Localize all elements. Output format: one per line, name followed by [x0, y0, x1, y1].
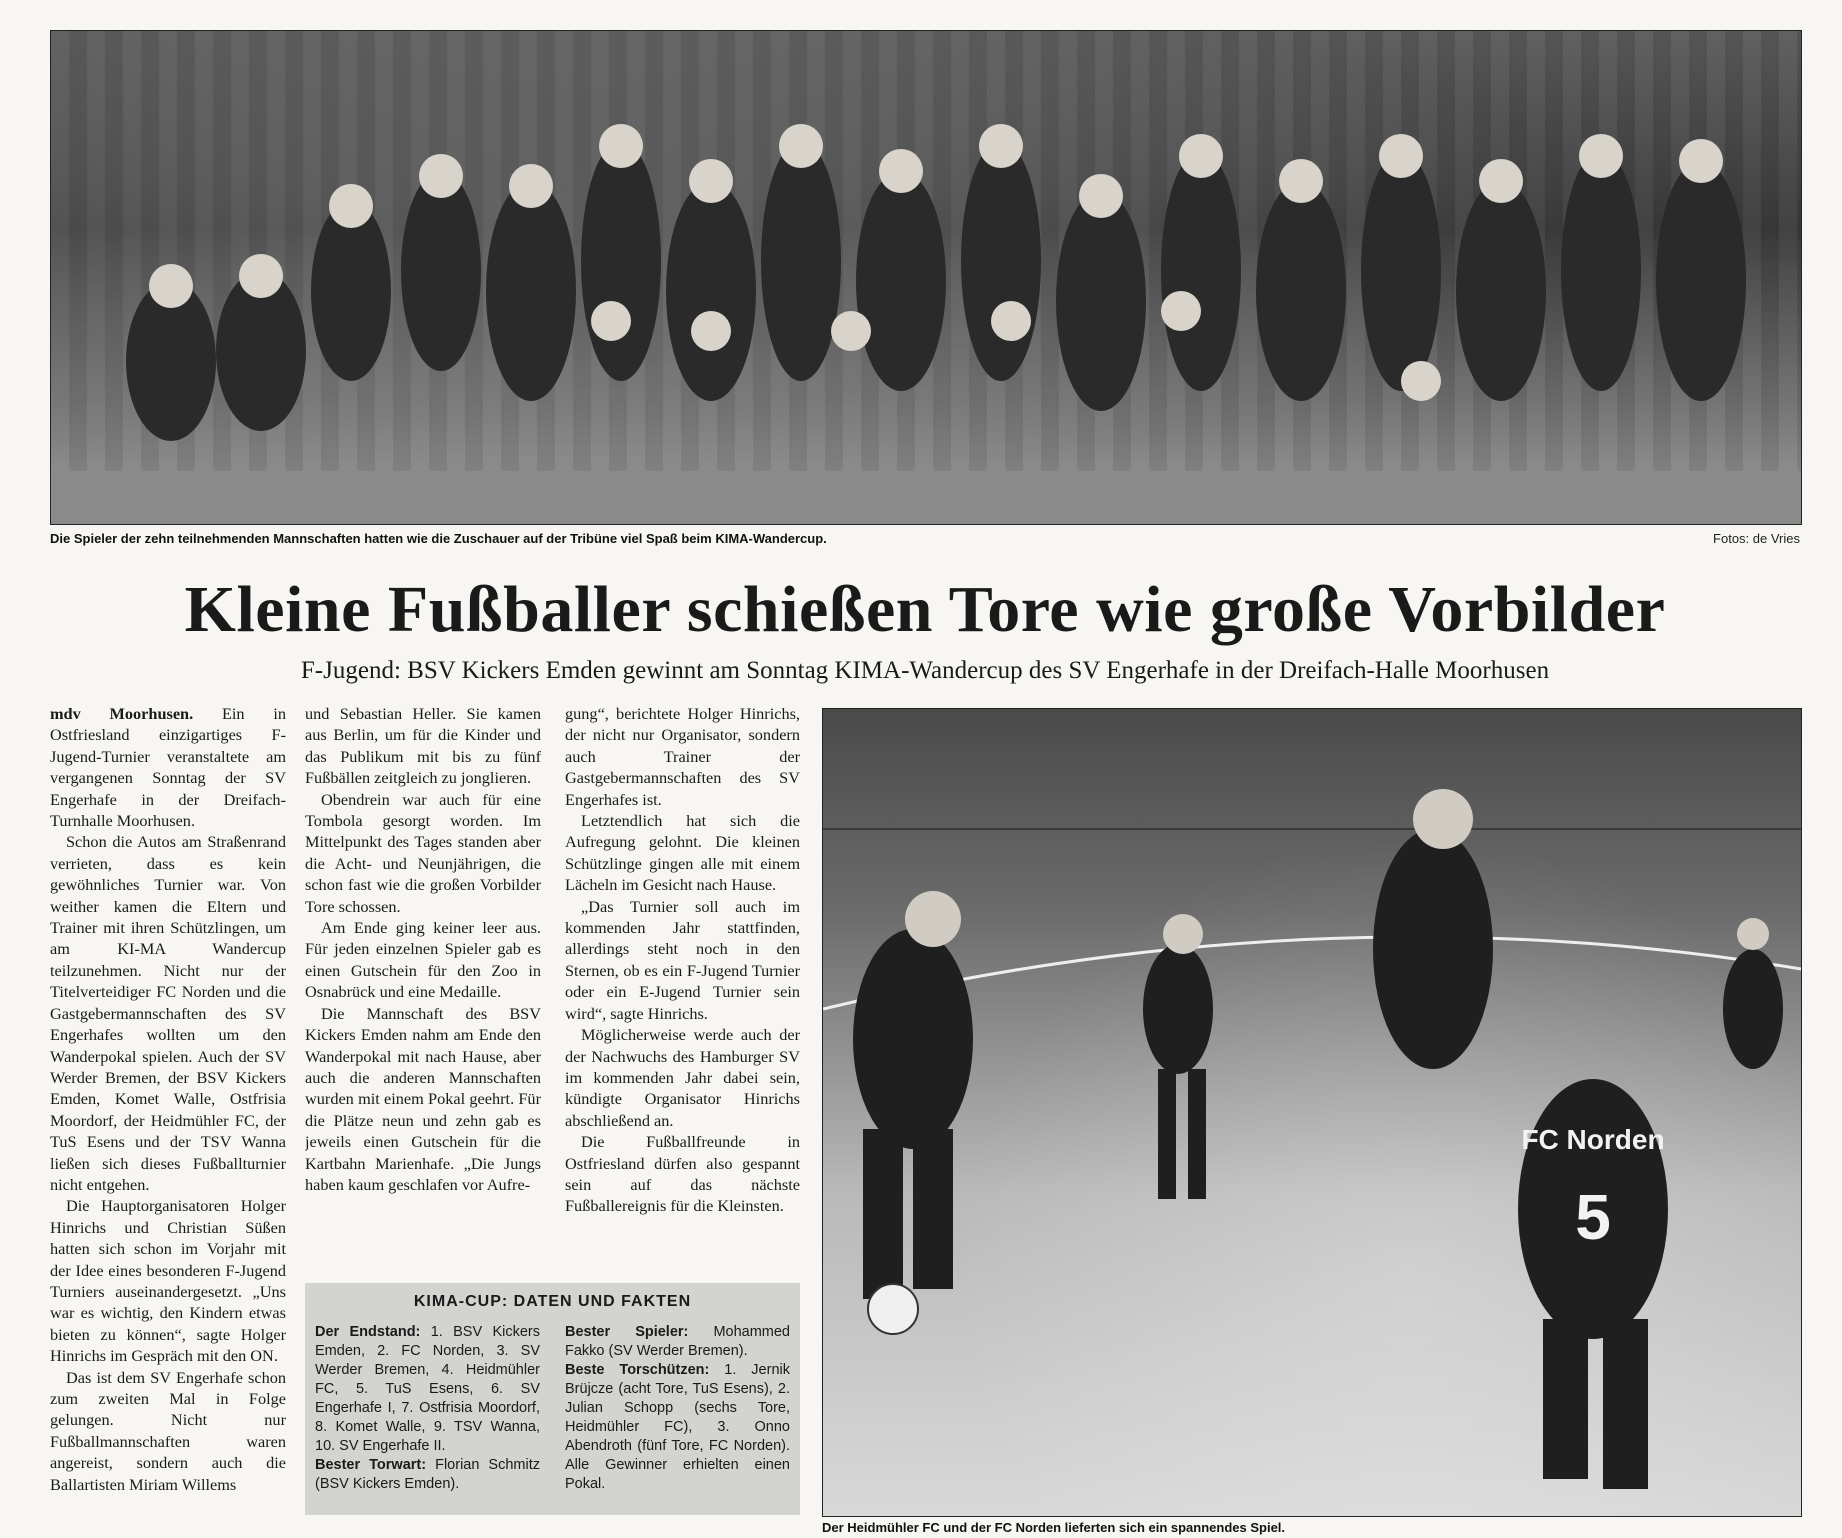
- fact-box: [305, 1283, 800, 1515]
- paragraph: mdv Moorhusen. Ein in Ostfriesland einzigartiges F-Jugend-Turnier veranstaltete am vergangenen Sonntag der SV Engerhafe in der Dreifach-Turnhalle Moorhusen.: [50, 704, 286, 831]
- subheadline: F-Jugend: BSV Kickers Emden gewinnt am Sonntag KIMA-Wandercup des SV Engerhafe in der Dreifach-Halle Moorhusen: [300, 657, 1550, 684]
- paragraph: Die Mannschaft des BSV Kickers Emden nahm am Ende den Wanderpokal mit nach Hause, aber auch die anderen Mannschaften wurden mit einem Pokal geehrt. Für die Plätze neun und zehn gab es jeweils einen Gutschein für die Kartbahn Marienhafe. „Die Jungs haben kaum geschlafen vor Aufre-: [305, 1003, 541, 1194]
- fact-box-title: KIMA-CUP: DATEN UND FAKTEN: [413, 1293, 692, 1310]
- match-photo-illustration: [823, 709, 1801, 1516]
- group-photo-caption: Die Spieler der zehn teilnehmenden Mannschaften hatten wie die Zuschauer auf der Tribüne viel Spaß beim KIMA-Wandercup.: [50, 531, 827, 546]
- best-player: Bester Spieler: Mohammed Fakko (SV Werder Bremen).: [565, 1324, 790, 1359]
- photo-credit: Fotos: de Vries: [1713, 531, 1800, 546]
- top-scorers: Beste Torschützen: 1. Jernik Brüjcze (acht Tore, TuS Esens), 2. Julian Schopp (sechs Tore, Heidmühler FC), 3. Onno Abendroth (fünf Tore, FC Norden). Alle Gewinner erhielten einen Pokal.: [565, 1362, 790, 1492]
- paragraph: Möglicherweise werde auch der der Nachwuchs des Hamburger SV im kommenden Jahr dabei sein, kündigte Organisator Hinrichs abschließend an.: [565, 1025, 800, 1130]
- dateline: mdv Moorhusen.: [50, 704, 194, 723]
- article-column-2: [305, 703, 541, 1258]
- paragraph: gung“, berichtete Holger Hinrichs, der nicht nur Organisator, sondern auch Trainer der Gastgebermannschaften des SV Engerhafes ist.: [565, 704, 800, 809]
- fact-box-column-1: [315, 1323, 540, 1494]
- match-photo-caption: Der Heidmühler FC und der FC Norden lieferten sich ein spannendes Spiel.: [822, 1520, 1286, 1535]
- article-column-3: [565, 703, 800, 1265]
- paragraph: Die Hauptorganisatoren Holger Hinrichs und Christian Süßen hatten sich schon im Vorjahr mit der Idee eines besonderen F-Jugend Turniers auseinandergesetzt. „Uns war es wichtig, den Kindern etwas bieten zu können“, sagte Holger Hinrichs im Gespräch mit den ON.: [50, 1196, 286, 1366]
- paragraph: Obendrein war auch für eine Tombola gesorgt worden. Im Mittelpunkt des Tages standen aber die Acht- und Neunjährigen, die schon fast wie die großen Vorbilder Tore schossen.: [305, 789, 541, 916]
- jersey-number: 5: [1575, 1181, 1611, 1253]
- paragraph: Am Ende ging keiner leer aus. Für jeden einzelnen Spieler gab es einen Gutschein für den Zoo in Osnabrück und eine Medaille.: [305, 918, 541, 1002]
- paragraph: „Das Turnier soll auch im kommenden Jahr stattfinden, allerdings steht noch in den Sternen, ob es ein F-Jugend Turnier oder ein E-Jugend Turnier sein wird“, sagte Hinrichs.: [565, 896, 800, 1023]
- jersey-text: FC Norden: [1521, 1124, 1665, 1155]
- group-photo-illustration: [51, 31, 1801, 524]
- paragraph: und Sebastian Heller. Sie kamen aus Berlin, um für die Kinder und das Publikum mit bis zu fünf Fußbällen zeitgleich zu jonglieren.: [305, 704, 541, 788]
- group-photo: [50, 30, 1802, 525]
- best-goalkeeper: Bester Torwart: Florian Schmitz (BSV Kickers Emden).: [315, 1457, 540, 1492]
- article-column-1: [50, 703, 286, 1513]
- final-standings: Der Endstand: 1. BSV Kickers Emden, 2. FC Norden, 3. SV Werder Bremen, 4. Heidmühler FC, 5. TuS Esens, 6. SV Engerhafe I, 7. Ostfrisia Moordorf, 8. Komet Walle, 9. TSV Wanna, 10. SV Engerhafe II.: [315, 1324, 541, 1454]
- fact-box-column-2: [565, 1323, 790, 1494]
- paragraph: Das ist dem SV Engerhafe schon zum zweiten Mal in Folge gelungen. Nicht nur Fußballmannschaften waren angereist, sondern auch die Ballartisten Miriam Willems: [50, 1367, 286, 1494]
- paragraph: Die Fußballfreunde in Ostfriesland dürfen also gespannt sein auf das nächste Fußballereignis für die Kleinsten.: [565, 1132, 800, 1216]
- headline: Kleine Fußballer schießen Tore wie große Vorbilder: [184, 573, 1666, 646]
- paragraph: Schon die Autos am Straßenrand verrieten, dass es kein gewöhnliches Turnier war. Von weither kamen die Eltern und Trainer mit ihren Schützlingen, um am KI-MA Wandercup teilzunehmen. Nicht nur der Titelverteidiger FC Norden und die Gastgebermannschaften des SV Engerhafes wollten um den Wanderpokal spielen. Auch der SV Werder Bremen, der BSV Kickers Emden, Komet Walle, Ostfrisia Moordorf, der Heidmühler FC, der TuS Esens und der TSV Wanna ließen sich dieses Fußballturnier nicht entgehen.: [50, 832, 286, 1194]
- match-photo: [822, 708, 1802, 1517]
- paragraph: Letztendlich hat sich die Aufregung gelohnt. Die kleinen Schützlinge gingen alle mit einem Lächeln im Gesicht nach Hause.: [565, 811, 800, 895]
